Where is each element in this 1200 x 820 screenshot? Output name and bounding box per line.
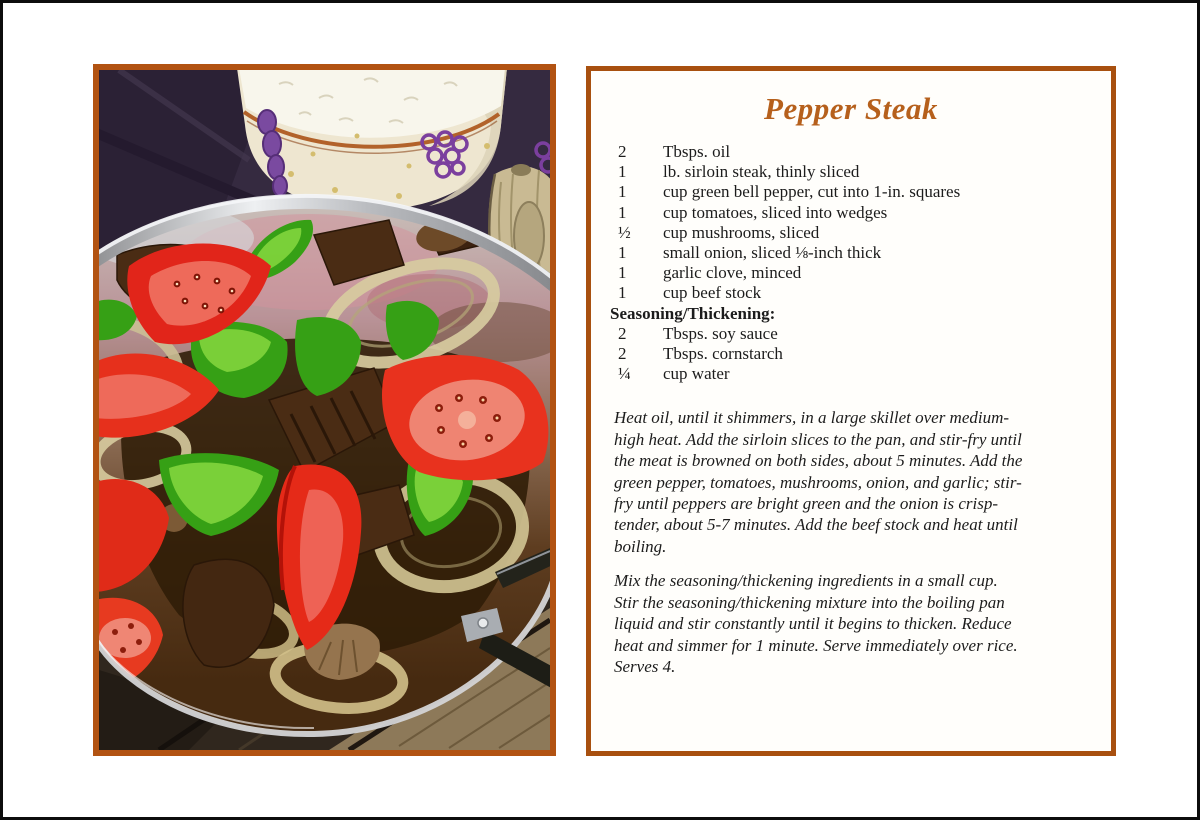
- ingredient-row: [591, 182, 1111, 202]
- ingredient-name: garlic clove, minced: [663, 263, 802, 283]
- ingredient-row: [591, 344, 1111, 364]
- ingredient-quantity: 1: [618, 243, 627, 263]
- ingredient-row: [591, 243, 1111, 263]
- ingredient-row: [591, 142, 1111, 162]
- ingredient-row: [591, 203, 1111, 223]
- ingredient-row: [591, 223, 1111, 243]
- ingredient-row: [591, 364, 1111, 384]
- recipe-card: [586, 66, 1116, 756]
- ingredient-quantity: ½: [618, 222, 631, 242]
- ingredient-name: Tbsps. oil: [663, 142, 731, 161]
- ingredient-quantity: 2: [618, 323, 627, 343]
- ingredient-name: Tbsps. cornstarch: [663, 344, 783, 364]
- ingredient-row: [591, 324, 1111, 344]
- ingredient-quantity: 1: [618, 283, 627, 303]
- ingredient-name: lb. sirloin steak, thinly sliced: [663, 162, 860, 182]
- ingredient-name: cup beef stock: [663, 283, 762, 303]
- ingredient-row: [591, 162, 1111, 182]
- instructions-paragraph-2: Mix the seasoning/thickening ingredients in a small cup. Stir the seasoning/thickening mixture into the boiling pan liquid and stir constantly until it begins to thicken. Reduce heat and simmer for 1 minute. Serve immediately over rice. Serves 4.: [614, 571, 1018, 676]
- ingredient-name: small onion, sliced ⅛-inch thick: [663, 243, 882, 263]
- pepper-steak-photo-illustration: [99, 70, 550, 750]
- steel-pan: [99, 196, 550, 734]
- ingredient-quantity: ¼: [618, 364, 631, 384]
- ingredient-quantity: 1: [618, 162, 627, 182]
- ingredient-quantity: 1: [618, 182, 627, 202]
- seasoning-list: [591, 324, 1111, 385]
- ingredient-quantity: 2: [618, 344, 627, 364]
- ingredient-row: [591, 283, 1111, 303]
- handle-rivet: [478, 618, 488, 628]
- ingredient-quantity: 1: [618, 263, 627, 283]
- ingredient-name: cup water: [663, 364, 730, 384]
- ingredient-name: Tbsps. soy sauce: [663, 323, 778, 343]
- recipe-photo: [93, 64, 556, 756]
- ingredient-name: cup green bell pepper, cut into 1-in. squares: [663, 182, 961, 202]
- seasoning-subheading: Seasoning/Thickening:: [610, 303, 776, 323]
- ingredient-quantity: 2: [618, 142, 627, 161]
- instructions-paragraph-1: Heat oil, until it shimmers, in a large skillet over medium-high heat. Add the sirloin slices to the pan, and stir-fry until the meat is browned on both sides, about 5 minutes. Add the green pepper, tomatoes, mushrooms, onion, and garlic; stir-fry until peppers are bright green and the onion is crisp-tender, about 5-7 minutes. Add the beef stock and heat until boiling.: [614, 408, 1023, 556]
- ingredient-row: [591, 263, 1111, 283]
- ingredient-quantity: 1: [618, 202, 627, 222]
- ingredient-name: cup tomatoes, sliced into wedges: [663, 202, 888, 222]
- ingredient-list: [591, 142, 1111, 304]
- ingredient-name: cup mushrooms, sliced: [663, 222, 820, 242]
- recipe-title: Pepper Steak: [764, 91, 938, 126]
